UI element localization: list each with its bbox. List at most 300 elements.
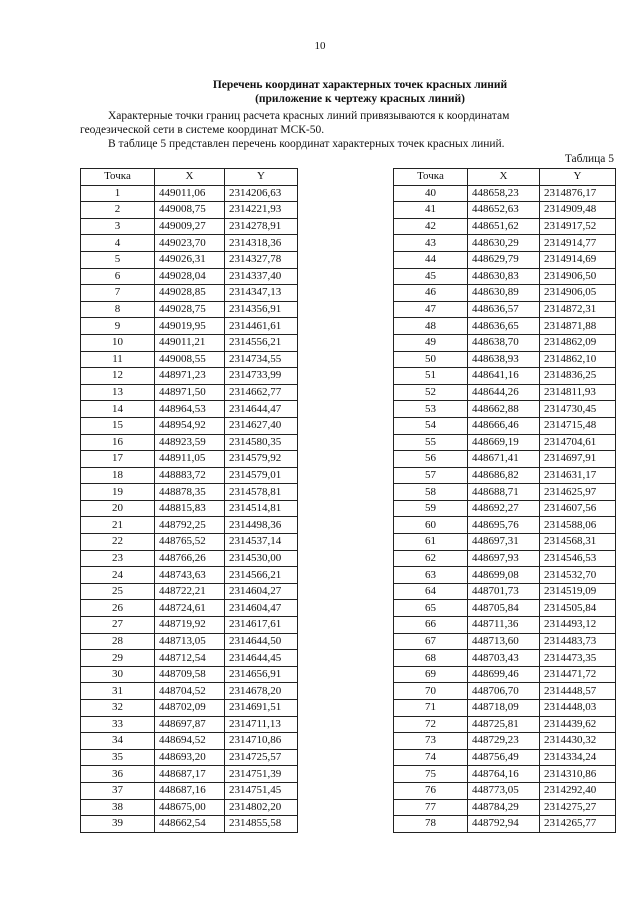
cell-point: 68 <box>394 650 468 667</box>
table-row <box>81 567 298 584</box>
table-row <box>81 534 298 551</box>
cell-point: 59 <box>394 500 468 517</box>
title-line-1: Перечень координат характерных точек красных линий <box>212 79 508 91</box>
cell-y: 2314871,88 <box>540 318 616 335</box>
cell-y: 2314356,91 <box>225 301 298 318</box>
cell-y: 2314278,91 <box>225 218 298 235</box>
cell-y: 2314872,31 <box>540 301 616 318</box>
cell-y: 2314656,91 <box>225 666 298 683</box>
cell-point: 11 <box>81 351 155 368</box>
title-line-2: (приложение к чертежу красных линий) <box>255 93 465 105</box>
table-row <box>81 318 298 335</box>
cell-y: 2314733,99 <box>225 368 298 385</box>
cell-point: 44 <box>394 251 468 268</box>
cell-y: 2314644,47 <box>225 401 298 418</box>
cell-y: 2314498,36 <box>225 517 298 534</box>
cell-y: 2314730,45 <box>540 401 616 418</box>
cell-x: 448697,31 <box>468 534 540 551</box>
cell-y: 2314265,77 <box>540 816 616 833</box>
table-row <box>394 202 616 219</box>
cell-x: 449028,04 <box>155 268 225 285</box>
cell-point: 3 <box>81 218 155 235</box>
cell-x: 448713,05 <box>155 633 225 650</box>
table-row <box>394 268 616 285</box>
cell-x: 449011,21 <box>155 334 225 351</box>
table-row <box>394 617 616 634</box>
header-point: Точка <box>394 169 468 186</box>
table-row <box>81 484 298 501</box>
coordinates-table-right <box>393 168 616 833</box>
cell-x: 448718,09 <box>468 700 540 717</box>
cell-x: 448693,20 <box>155 749 225 766</box>
cell-x: 448923,59 <box>155 434 225 451</box>
cell-y: 2314678,20 <box>225 683 298 700</box>
cell-point: 43 <box>394 235 468 252</box>
cell-x: 448883,72 <box>155 467 225 484</box>
cell-point: 38 <box>81 799 155 816</box>
table-row <box>394 550 616 567</box>
cell-point: 37 <box>81 782 155 799</box>
table-row <box>81 351 298 368</box>
header-y: Y <box>225 169 298 186</box>
cell-point: 18 <box>81 467 155 484</box>
cell-x: 448765,52 <box>155 534 225 551</box>
table-row <box>81 700 298 717</box>
table-row <box>394 185 616 202</box>
coordinates-table-left <box>80 168 298 833</box>
cell-point: 26 <box>81 600 155 617</box>
cell-point: 13 <box>81 384 155 401</box>
table-row <box>81 633 298 650</box>
paragraph-1-line-2: геодезической сети в системе координат МСК-50. <box>80 124 325 136</box>
cell-x: 448792,25 <box>155 517 225 534</box>
cell-point: 56 <box>394 451 468 468</box>
table-row <box>394 666 616 683</box>
cell-x: 448697,87 <box>155 716 225 733</box>
cell-x: 448687,16 <box>155 782 225 799</box>
cell-y: 2314715,48 <box>540 417 616 434</box>
table-row <box>81 467 298 484</box>
cell-point: 45 <box>394 268 468 285</box>
table-row <box>81 766 298 783</box>
cell-y: 2314505,84 <box>540 600 616 617</box>
table-row <box>394 467 616 484</box>
cell-x: 448666,46 <box>468 417 540 434</box>
cell-y: 2314448,57 <box>540 683 616 700</box>
cell-x: 448686,82 <box>468 467 540 484</box>
header-x: X <box>468 169 540 186</box>
cell-point: 16 <box>81 434 155 451</box>
table-row <box>394 782 616 799</box>
cell-x: 448743,63 <box>155 567 225 584</box>
cell-y: 2314221,93 <box>225 202 298 219</box>
cell-x: 448764,16 <box>468 766 540 783</box>
table-row <box>394 567 616 584</box>
cell-point: 42 <box>394 218 468 235</box>
cell-x: 448697,93 <box>468 550 540 567</box>
table-row <box>81 683 298 700</box>
table-row <box>81 268 298 285</box>
cell-point: 47 <box>394 301 468 318</box>
cell-point: 52 <box>394 384 468 401</box>
table-row <box>394 384 616 401</box>
cell-point: 24 <box>81 567 155 584</box>
cell-point: 46 <box>394 285 468 302</box>
cell-point: 58 <box>394 484 468 501</box>
cell-y: 2314644,45 <box>225 650 298 667</box>
header-x: X <box>155 169 225 186</box>
cell-point: 25 <box>81 583 155 600</box>
table-row <box>394 534 616 551</box>
table-row <box>81 600 298 617</box>
table-row <box>394 500 616 517</box>
cell-y: 2314631,17 <box>540 467 616 484</box>
cell-y: 2314917,52 <box>540 218 616 235</box>
cell-x: 449008,75 <box>155 202 225 219</box>
table-row <box>394 401 616 418</box>
cell-point: 39 <box>81 816 155 833</box>
cell-y: 2314811,93 <box>540 384 616 401</box>
cell-point: 51 <box>394 368 468 385</box>
table-row <box>394 683 616 700</box>
table-row <box>81 251 298 268</box>
cell-y: 2314751,45 <box>225 782 298 799</box>
cell-point: 65 <box>394 600 468 617</box>
table-row <box>394 766 616 783</box>
cell-y: 2314473,35 <box>540 650 616 667</box>
cell-point: 21 <box>81 517 155 534</box>
table-row <box>394 451 616 468</box>
cell-y: 2314566,21 <box>225 567 298 584</box>
cell-x: 448719,92 <box>155 617 225 634</box>
cell-point: 67 <box>394 633 468 650</box>
cell-x: 449008,55 <box>155 351 225 368</box>
table-row <box>81 417 298 434</box>
cell-y: 2314704,61 <box>540 434 616 451</box>
table-row <box>394 417 616 434</box>
cell-point: 41 <box>394 202 468 219</box>
cell-y: 2314836,25 <box>540 368 616 385</box>
cell-x: 448644,26 <box>468 384 540 401</box>
cell-x: 448671,41 <box>468 451 540 468</box>
table-row <box>394 334 616 351</box>
table-row <box>394 650 616 667</box>
cell-x: 448766,26 <box>155 550 225 567</box>
cell-x: 448699,08 <box>468 567 540 584</box>
cell-point: 27 <box>81 617 155 634</box>
header-y: Y <box>540 169 616 186</box>
table-row <box>81 285 298 302</box>
cell-y: 2314691,51 <box>225 700 298 717</box>
cell-point: 48 <box>394 318 468 335</box>
cell-y: 2314347,13 <box>225 285 298 302</box>
cell-x: 448652,63 <box>468 202 540 219</box>
table-header-row <box>81 169 298 186</box>
cell-y: 2314588,06 <box>540 517 616 534</box>
cell-y: 2314711,13 <box>225 716 298 733</box>
cell-y: 2314579,01 <box>225 467 298 484</box>
cell-y: 2314483,73 <box>540 633 616 650</box>
cell-x: 448722,21 <box>155 583 225 600</box>
cell-point: 63 <box>394 567 468 584</box>
table-row <box>394 235 616 252</box>
cell-y: 2314607,56 <box>540 500 616 517</box>
cell-point: 5 <box>81 251 155 268</box>
cell-x: 448878,35 <box>155 484 225 501</box>
table-row <box>81 235 298 252</box>
intro-text <box>80 109 615 151</box>
cell-point: 20 <box>81 500 155 517</box>
table-row <box>394 484 616 501</box>
cell-x: 448658,23 <box>468 185 540 202</box>
cell-x: 448911,05 <box>155 451 225 468</box>
cell-y: 2314906,05 <box>540 285 616 302</box>
cell-point: 78 <box>394 816 468 833</box>
cell-point: 10 <box>81 334 155 351</box>
cell-x: 449023,70 <box>155 235 225 252</box>
cell-point: 55 <box>394 434 468 451</box>
table-row <box>394 368 616 385</box>
cell-y: 2314546,53 <box>540 550 616 567</box>
cell-y: 2314906,50 <box>540 268 616 285</box>
table-row <box>394 633 616 650</box>
cell-x: 449026,31 <box>155 251 225 268</box>
cell-y: 2314556,21 <box>225 334 298 351</box>
cell-x: 448756,49 <box>468 749 540 766</box>
cell-x: 448725,81 <box>468 716 540 733</box>
cell-x: 448699,46 <box>468 666 540 683</box>
cell-y: 2314532,70 <box>540 567 616 584</box>
cell-x: 449011,06 <box>155 185 225 202</box>
table-row <box>81 550 298 567</box>
cell-x: 448662,88 <box>468 401 540 418</box>
cell-x: 448638,70 <box>468 334 540 351</box>
cell-point: 74 <box>394 749 468 766</box>
cell-x: 448709,58 <box>155 666 225 683</box>
cell-y: 2314448,03 <box>540 700 616 717</box>
cell-y: 2314530,00 <box>225 550 298 567</box>
cell-x: 448629,79 <box>468 251 540 268</box>
cell-y: 2314471,72 <box>540 666 616 683</box>
cell-x: 448792,94 <box>468 816 540 833</box>
cell-y: 2314725,57 <box>225 749 298 766</box>
cell-x: 448692,27 <box>468 500 540 517</box>
cell-y: 2314578,81 <box>225 484 298 501</box>
document-title <box>110 78 610 106</box>
cell-point: 70 <box>394 683 468 700</box>
cell-y: 2314617,61 <box>225 617 298 634</box>
table-header-row <box>394 169 616 186</box>
cell-x: 448704,52 <box>155 683 225 700</box>
cell-point: 28 <box>81 633 155 650</box>
table-row <box>394 700 616 717</box>
cell-x: 449009,27 <box>155 218 225 235</box>
cell-x: 448729,23 <box>468 733 540 750</box>
table-row <box>81 749 298 766</box>
cell-point: 19 <box>81 484 155 501</box>
cell-point: 53 <box>394 401 468 418</box>
cell-x: 448638,93 <box>468 351 540 368</box>
cell-point: 54 <box>394 417 468 434</box>
table-row <box>81 733 298 750</box>
cell-point: 17 <box>81 451 155 468</box>
cell-y: 2314275,27 <box>540 799 616 816</box>
cell-y: 2314862,10 <box>540 351 616 368</box>
cell-x: 448701,73 <box>468 583 540 600</box>
cell-x: 448713,60 <box>468 633 540 650</box>
cell-point: 75 <box>394 766 468 783</box>
cell-y: 2314439,62 <box>540 716 616 733</box>
cell-y: 2314604,27 <box>225 583 298 600</box>
cell-x: 448651,62 <box>468 218 540 235</box>
cell-point: 49 <box>394 334 468 351</box>
cell-point: 2 <box>81 202 155 219</box>
cell-point: 1 <box>81 185 155 202</box>
cell-y: 2314662,77 <box>225 384 298 401</box>
paragraph-1-line-1: Характерные точки границ расчета красных линий привязываются к координатам <box>108 110 510 122</box>
table-row <box>81 799 298 816</box>
cell-point: 22 <box>81 534 155 551</box>
cell-y: 2314710,86 <box>225 733 298 750</box>
table-row <box>81 650 298 667</box>
cell-y: 2314579,92 <box>225 451 298 468</box>
cell-y: 2314802,20 <box>225 799 298 816</box>
table-row <box>394 351 616 368</box>
table-row <box>81 384 298 401</box>
cell-point: 61 <box>394 534 468 551</box>
cell-x: 448630,89 <box>468 285 540 302</box>
cell-point: 73 <box>394 733 468 750</box>
table-row <box>81 301 298 318</box>
cell-point: 31 <box>81 683 155 700</box>
cell-point: 66 <box>394 617 468 634</box>
table-row <box>81 434 298 451</box>
table-row <box>394 583 616 600</box>
cell-point: 76 <box>394 782 468 799</box>
table-row <box>81 202 298 219</box>
table-row <box>394 434 616 451</box>
table-row <box>394 285 616 302</box>
cell-point: 32 <box>81 700 155 717</box>
cell-x: 448675,00 <box>155 799 225 816</box>
cell-y: 2314751,39 <box>225 766 298 783</box>
table-row <box>81 816 298 833</box>
table-row <box>394 716 616 733</box>
cell-y: 2314493,12 <box>540 617 616 634</box>
table-label: Таблица 5 <box>564 153 614 165</box>
cell-point: 7 <box>81 285 155 302</box>
cell-x: 448705,84 <box>468 600 540 617</box>
cell-point: 64 <box>394 583 468 600</box>
table-row <box>81 368 298 385</box>
cell-x: 449028,85 <box>155 285 225 302</box>
cell-point: 29 <box>81 650 155 667</box>
cell-y: 2314627,40 <box>225 417 298 434</box>
table-row <box>81 500 298 517</box>
cell-y: 2314697,91 <box>540 451 616 468</box>
table-row <box>81 334 298 351</box>
cell-x: 448636,57 <box>468 301 540 318</box>
table-row <box>81 782 298 799</box>
cell-x: 448724,61 <box>155 600 225 617</box>
cell-point: 8 <box>81 301 155 318</box>
cell-x: 448688,71 <box>468 484 540 501</box>
cell-point: 6 <box>81 268 155 285</box>
table-row <box>81 716 298 733</box>
cell-y: 2314310,86 <box>540 766 616 783</box>
cell-x: 448815,83 <box>155 500 225 517</box>
cell-y: 2314334,24 <box>540 749 616 766</box>
cell-y: 2314514,81 <box>225 500 298 517</box>
cell-point: 69 <box>394 666 468 683</box>
cell-x: 449028,75 <box>155 301 225 318</box>
table-row <box>394 816 616 833</box>
cell-x: 448694,52 <box>155 733 225 750</box>
header-point: Точка <box>81 169 155 186</box>
cell-y: 2314537,14 <box>225 534 298 551</box>
table-row <box>394 218 616 235</box>
cell-x: 448703,43 <box>468 650 540 667</box>
cell-point: 9 <box>81 318 155 335</box>
cell-y: 2314580,35 <box>225 434 298 451</box>
cell-y: 2314604,47 <box>225 600 298 617</box>
cell-point: 14 <box>81 401 155 418</box>
cell-x: 449019,95 <box>155 318 225 335</box>
cell-x: 448773,05 <box>468 782 540 799</box>
cell-point: 77 <box>394 799 468 816</box>
cell-y: 2314327,78 <box>225 251 298 268</box>
cell-x: 448636,65 <box>468 318 540 335</box>
cell-y: 2314909,48 <box>540 202 616 219</box>
cell-x: 448641,16 <box>468 368 540 385</box>
cell-y: 2314461,61 <box>225 318 298 335</box>
cell-y: 2314292,40 <box>540 782 616 799</box>
table-row <box>394 301 616 318</box>
cell-x: 448669,19 <box>468 434 540 451</box>
cell-x: 448695,76 <box>468 517 540 534</box>
cell-y: 2314914,77 <box>540 235 616 252</box>
cell-point: 36 <box>81 766 155 783</box>
cell-x: 448630,83 <box>468 268 540 285</box>
table-row <box>81 451 298 468</box>
cell-point: 60 <box>394 517 468 534</box>
cell-point: 35 <box>81 749 155 766</box>
cell-point: 23 <box>81 550 155 567</box>
cell-x: 448971,23 <box>155 368 225 385</box>
cell-x: 448702,09 <box>155 700 225 717</box>
cell-y: 2314568,31 <box>540 534 616 551</box>
table-row <box>81 583 298 600</box>
cell-x: 448687,17 <box>155 766 225 783</box>
cell-y: 2314318,36 <box>225 235 298 252</box>
cell-y: 2314337,40 <box>225 268 298 285</box>
cell-point: 72 <box>394 716 468 733</box>
cell-x: 448711,36 <box>468 617 540 634</box>
cell-y: 2314644,50 <box>225 633 298 650</box>
cell-point: 71 <box>394 700 468 717</box>
cell-x: 448964,53 <box>155 401 225 418</box>
cell-y: 2314734,55 <box>225 351 298 368</box>
cell-x: 448712,54 <box>155 650 225 667</box>
cell-y: 2314855,58 <box>225 816 298 833</box>
paragraph-2: В таблице 5 представлен перечень координат характерных точек красных линий. <box>108 138 505 150</box>
table-row <box>81 218 298 235</box>
table-row <box>394 517 616 534</box>
cell-x: 448954,92 <box>155 417 225 434</box>
table-row <box>81 185 298 202</box>
cell-x: 448630,29 <box>468 235 540 252</box>
table-row <box>81 666 298 683</box>
